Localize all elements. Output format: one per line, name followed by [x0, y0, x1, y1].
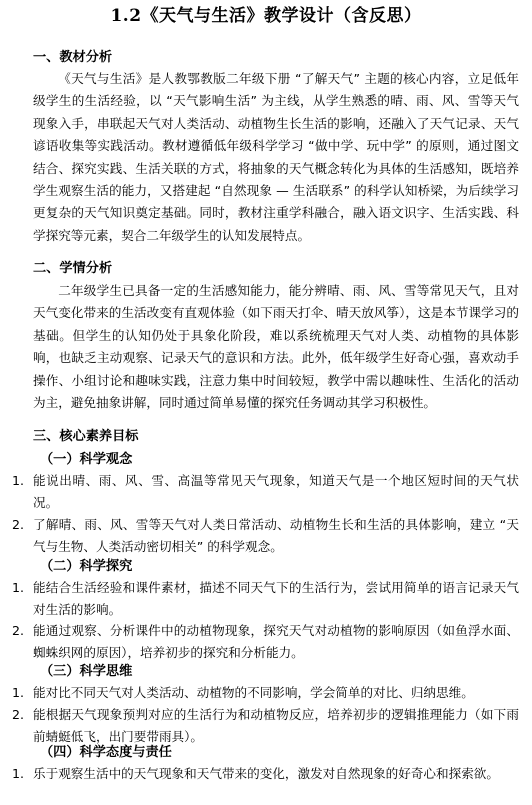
section-heading-core-goals: 三、核心素养目标	[33, 429, 139, 444]
document-title: 1.2《天气与生活》教学设计（含反思）	[110, 6, 422, 26]
subheading-scientific-thinking: （三）科学思维	[40, 664, 133, 679]
list-item-text: 能说出晴、雨、风、雪、高温等常见天气现象，知道天气是一个地区短时间的天气状况。	[33, 473, 519, 511]
list-item-text: 乐于观察生活中的天气现象和天气带来的变化，激发对自然现象的好奇心和探索欲。	[33, 766, 499, 781]
section-heading-student-analysis: 二、学情分析	[33, 261, 113, 276]
section-heading-textbook-analysis: 一、教材分析	[33, 50, 113, 65]
subheading-scientific-concepts: （一）科学观念	[40, 452, 133, 467]
paragraph-textbook-analysis: 《天气与生活》是人教鄂教版二年级下册 “了解天气” 主题的核心内容，立足低年级学生的生活经验，以 “天气影响生活” 为主线，从学生熟悉的晴、雨、风、雪等天气现象入手，串联起天气对人类活动、动植物生长生活的影响，还融入了天气记录、天气谚语收集等实践活动。教材遵循低年级科学学习 “做中学、玩中学” 的原则，通过图文结合、探究实践、生活关联的方式，将抽象的天气概念转化为具体的生活感知，既培养学生观察生活的能力，又搭建起 “自然现象 — 生活联系” 的科学认知桥梁，为后续学习更复杂的天气知识奠定基础。同时，教材注重学科融合，融入语文识字、生活实践、科学探究等元素，契合二年级学生的认知发展特点。	[33, 71, 519, 243]
list-item-text: 能根据天气现象预判对应的生活行为和动植物反应，培养初步的逻辑推理能力（如下雨前蜻蜓低飞，出门要带雨具）。	[33, 707, 519, 745]
list-item-text: 了解晴、雨、风、雪等天气对人类日常活动、动植物生长和生活的具体影响，建立 “天气与生物、人类活动密切相关” 的科学观念。	[33, 517, 519, 555]
subheading-scientific-inquiry: （二）科学探究	[40, 559, 133, 574]
list-item-text: 能对比不同天气对人类活动、动植物的不同影响，学会简单的对比、归纳思维。	[33, 685, 474, 700]
list-item-text: 能通过观察、分析课件中的动植物现象，探究天气对动植物的影响原因（如鱼浮水面、蜘蛛织网的原因），培养初步的探究和分析能力。	[33, 623, 519, 661]
list-item-text: 能结合生活经验和课件素材，描述不同天气下的生活行为，尝试用简单的语言记录天气对生活的影响。	[33, 580, 519, 618]
paragraph-student-analysis: 二年级学生已具备一定的生活感知能力，能分辨晴、雨、风、雪等常见天气，且对天气变化带来的生活改变有直观体验（如下雨天打伞、晴天放风筝），这是本节课学习的基础。但学生的认知仍处于具象化阶段，难以系统梳理天气对人类、动植物的具体影响，也缺乏主动观察、记录天气的意识和方法。此外，低年级学生好奇心强，喜欢动手操作、小组讨论和趣味实践，注意力集中时间较短，教学中需以趣味性、生活化的活动为主，避免抽象讲解，同时通过简单易懂的探究任务调动其学习积极性。	[33, 283, 519, 411]
subheading-scientific-attitude: （四）科学态度与责任	[40, 745, 172, 760]
